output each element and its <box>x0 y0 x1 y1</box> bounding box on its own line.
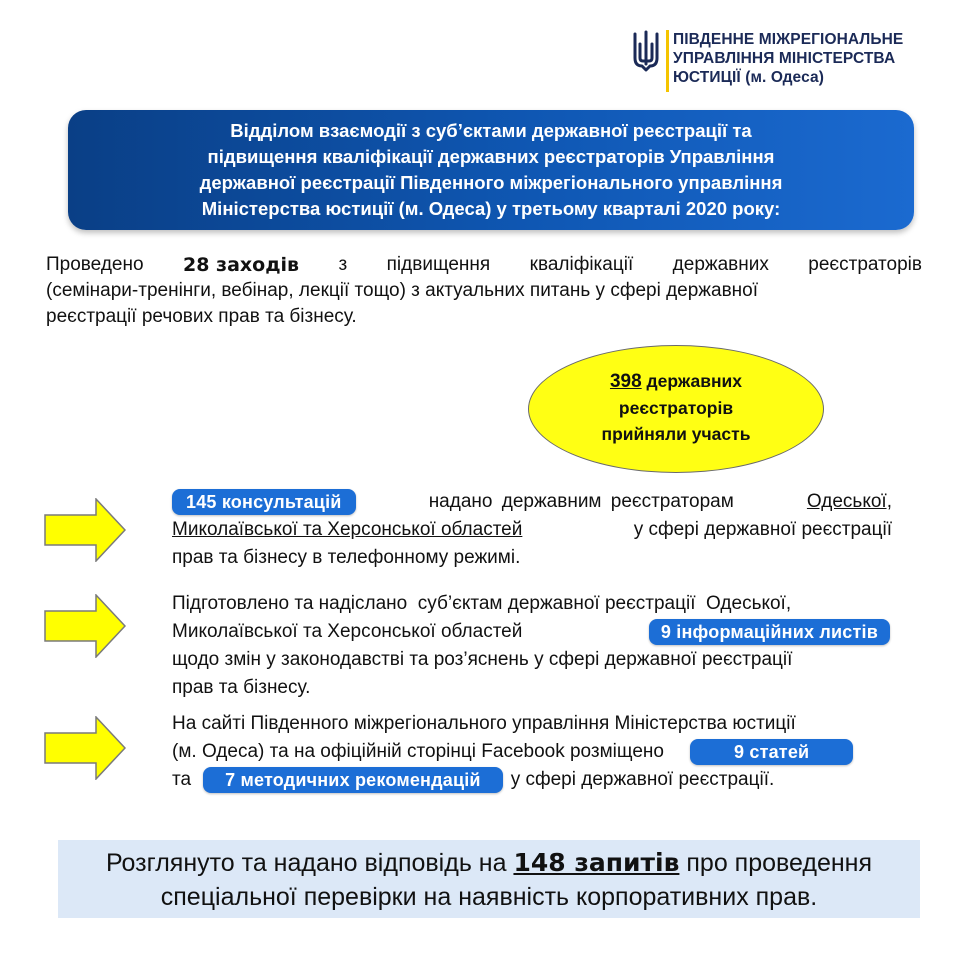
footer-line-2: спеціальної перевірки на наявність корпоративних прав. <box>160 883 818 911</box>
intro-word: реєстраторів <box>808 254 922 275</box>
intro-paragraph <box>46 252 922 330</box>
item3-line-1: На сайті Південного міжрегіонального управління Міністерства юстиції <box>172 713 796 734</box>
ministry-logo <box>632 30 903 92</box>
item3-line-3a: та <box>172 769 192 790</box>
trident-icon <box>632 30 660 74</box>
participants-count: 398 <box>609 371 642 392</box>
item2-line-1: Підготовлено та надіслано суб’єктам державної реєстрації Одеської, <box>172 593 792 614</box>
publications-block <box>172 710 906 794</box>
intro-line-2: (семінари-тренінги, вебінар, лекції тощо) з актуальних питань у сфері державної <box>46 280 759 301</box>
item1-text-1a: надано державним реєстраторам <box>428 491 734 512</box>
consultations-block <box>172 488 892 572</box>
item1-text-1b: Одеської, <box>806 491 892 512</box>
articles-pill: 9 статей <box>690 739 853 765</box>
ellipse-text-1: державних <box>646 371 743 391</box>
arrow-right-icon <box>44 594 126 658</box>
banner-line-4: Міністерства юстиції (м. Одеса) у третьому кварталі 2020 року: <box>201 198 781 219</box>
recommendations-pill: 7 методичних рекомендацій <box>203 767 503 793</box>
intro-word: державних <box>672 254 769 275</box>
banner-line-1: Відділом взаємодії з суб’єктами державної реєстрації та <box>230 120 752 141</box>
item2-line-2: Миколаївської та Херсонської областей <box>172 621 523 642</box>
consultations-pill: 145 консультацій <box>172 489 356 515</box>
requests-count: 148 запитів <box>513 848 680 877</box>
arrow-right-icon <box>44 498 126 562</box>
item3-line-3b: у сфері державної реєстрації. <box>510 769 775 790</box>
intro-word: підвищення <box>386 254 491 275</box>
footer-text-1: Розглянуто та надано відповідь на <box>105 849 507 877</box>
banner-line-3: державної реєстрації Південного міжрегіонального управління <box>199 172 783 193</box>
footer-text-2: про проведення <box>686 849 873 877</box>
info-letters-pill: 9 інформаційних листів <box>649 619 890 645</box>
item2-line-3: щодо змін у законодавстві та роз’яснень у сфері державної реєстрації <box>172 649 793 670</box>
ellipse-text-3: прийняли участь <box>601 424 751 444</box>
item1-text-2a: Миколаївської та Херсонської областей <box>172 519 523 540</box>
banner-line-2: підвищення кваліфікації державних реєстраторів Управління <box>207 146 775 167</box>
organization-name <box>673 30 903 87</box>
events-count: 28 заходів <box>182 254 300 276</box>
org-line-2: УПРАВЛІННЯ МІНІСТЕРСТВА <box>673 50 896 67</box>
item1-text-2b: у сфері державної реєстрації <box>633 519 892 540</box>
info-letters-block <box>172 590 906 702</box>
org-line-3: ЮСТИЦІЇ (м. Одеса) <box>673 69 824 86</box>
header-banner <box>68 110 914 230</box>
arrow-right-icon <box>44 716 126 780</box>
logo-accent-bar <box>666 30 669 92</box>
ellipse-text-2: реєстраторів <box>618 398 734 418</box>
intro-word: Проведено <box>46 254 144 275</box>
item2-line-4: прав та бізнесу. <box>172 677 311 698</box>
intro-word: з <box>338 254 348 275</box>
intro-line-3: реєстрації речових прав та бізнесу. <box>46 306 357 327</box>
footer-summary <box>58 840 920 918</box>
item3-line-2: (м. Одеса) та на офіційній сторінці Facebook розміщено <box>172 741 664 762</box>
org-line-1: ПІВДЕННЕ МІЖРЕГІОНАЛЬНЕ <box>673 31 904 48</box>
intro-word: кваліфікації <box>529 254 634 275</box>
participants-ellipse <box>528 345 824 473</box>
item1-text-3: прав та бізнесу в телефонному режимі. <box>172 547 521 568</box>
